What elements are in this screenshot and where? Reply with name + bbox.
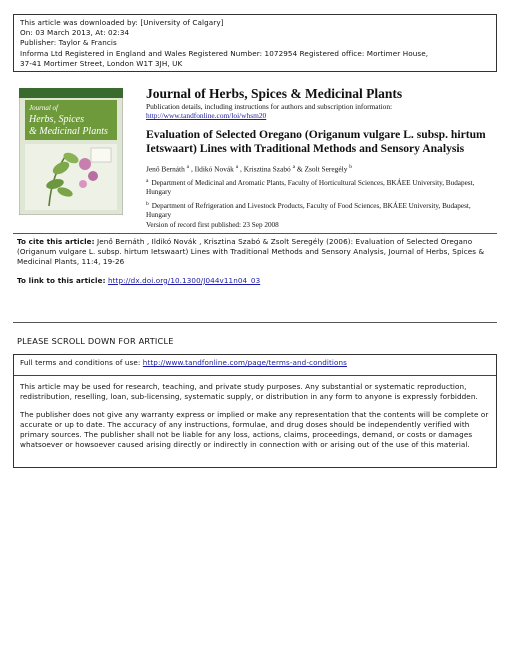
author-name: Jenő Bernáth [146,164,185,174]
download-info-box [13,14,497,72]
download-line: On: 03 March 2013, At: 02:34 [20,28,130,38]
author-list: Jenő Bernáth $^a$ , Ildikó Novák $^a$ , Krisztina Szabó $^a$ & Zsolt Seregély $^b$ [146,164,353,174]
author-affiliation-mark: b [349,164,353,171]
divider [14,375,496,376]
disclaimer: The publisher does not give any warranty express or implied or make any representation that the contents will be complete or accurate or up to date. The accuracy of any instructions, formulae, and drug doses should be independently verified with primary sources. The publisher shall not be liable for any loss, actions, claims, proceedings, demand, or costs or damages whatsoever or howsoever caused arising directly or indirectly in connection with or arising out of the use of this material. [20,409,489,450]
journal-link[interactable]: http://www.tandfonline.com/loi/whsm20 [146,111,267,121]
citation [17,237,495,268]
author-name: Zsolt Seregély [304,164,348,174]
article-title: Evaluation of Selected Oregano (Origanum vulgare L. subsp. hirtum Ietswaart) Lines with Traditional Methods and Sensory Analysis [146,128,486,156]
article-link-label: To link to this article: [17,275,106,285]
terms-intro [20,358,490,368]
divider [13,233,497,234]
download-line: 37-41 Mortimer Street, London W1T 3JH, UK [20,58,183,68]
cover-title-line: & Medicinal Plants [29,126,108,137]
journal-cover-image [19,88,123,215]
author-affiliation-mark: a [235,164,239,171]
author-name: Ildikó Novák [194,164,234,174]
version-note: Version of record first published: 23 Sep 2008 [146,220,279,229]
affiliation-mark: b [146,200,149,207]
author-affiliation-mark: a [292,164,296,171]
terms-link[interactable]: http://www.tandfonline.com/page/terms-and-conditions [142,358,347,367]
terms-intro-label: Full terms and conditions of use: [20,358,141,367]
affiliation-text: Department of Refrigeration and Livestock Products, Faculty of Food Sciences, BKÁEE University, Budapest, Hungary [146,201,471,220]
publication-details: Publication details, including instructions for authors and subscription information: [146,102,393,111]
citation-text: Jenő Bernáth , Ildikó Novák , Krisztina Szabó & Zsolt Seregély (2006): Evaluation of Selected Oregano (Origanum vulgare L. subsp. hirtum Ietswaart) Lines with Traditional Methods and Sensory Analysis, Journal of Herbs, Spices & Medicinal Plants, 11:4, 19-26 [17,237,485,267]
terms-box [13,354,497,468]
cover-title-line: Journal of [29,104,58,112]
affiliation [146,200,496,221]
affiliation [146,177,496,198]
affiliation-mark: a [146,177,149,184]
author-affiliation-mark: a [186,164,190,171]
download-line: Informa Ltd Registered in England and Wales Registered Number: 1072954 Registered office: Mortimer House, [20,48,429,58]
journal-title: Journal of Herbs, Spices & Medicinal Plants [146,86,403,101]
citation-label: To cite this article: [17,237,95,246]
affiliation-text: Department of Medicinal and Aromatic Plants, Faculty of Horticultural Sciences, BKÁEE University, Budapest, Hungary [146,178,475,197]
download-line: This article was downloaded by: [University of Calgary] [20,18,224,27]
article-link-row [17,276,495,286]
author-name: Krisztina Szabó [243,164,291,174]
cover-title-line: Herbs, Spices [29,114,84,125]
scroll-down-notice: PLEASE SCROLL DOWN FOR ARTICLE [17,336,174,346]
doi-link[interactable]: http://dx.doi.org/10.1300/J044v11n04_03 [107,275,261,285]
download-line: Publisher: Taylor & Francis [20,38,117,48]
divider [13,322,497,323]
usage-terms: This article may be used for research, teaching, and private study purposes. Any substantial or systematic reproduction, redistribution, reselling, loan, sub-licensing, systematic supply, or distribution in any form to anyone is expressly forbidden. [20,382,478,402]
